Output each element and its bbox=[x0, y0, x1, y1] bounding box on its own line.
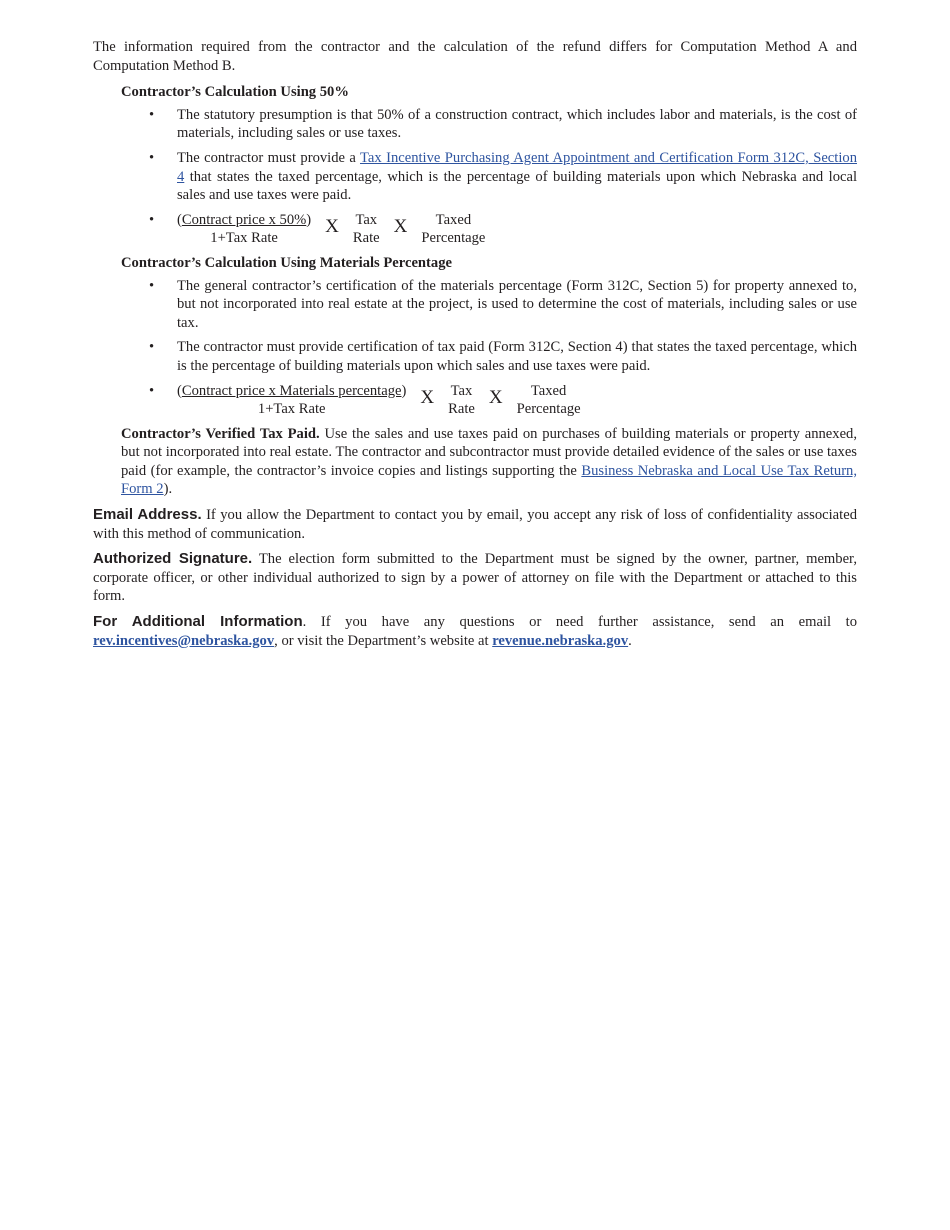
multiply-sign: X bbox=[393, 215, 408, 237]
multiply-sign: X bbox=[420, 386, 435, 408]
bullet-icon: • bbox=[149, 149, 155, 166]
bullet-icon: • bbox=[149, 277, 155, 294]
bullet-icon: • bbox=[149, 211, 155, 228]
formula-50 bbox=[149, 211, 857, 248]
formula-numerator: (Contract price x 50%) bbox=[177, 211, 312, 228]
formula-row bbox=[177, 382, 857, 419]
authorized-signature-paragraph: Authorized Signature. The election form submitted to the Department must be signed by the owner, partner, member, corporate officer, or other individual authorized to sign by a power of attorney on file with the Department or attached to this form. bbox=[93, 550, 857, 605]
heading-calculation-50: Contractor’s Calculation Using 50% bbox=[121, 84, 349, 101]
bullet-text: The contractor must provide certification of tax paid (Form 312C, Section 4) that states the taxed percentage, which is the percentage of building materials upon which sales and use taxes were paid. bbox=[177, 339, 857, 374]
formula-denominator: 1+Tax Rate bbox=[210, 230, 278, 247]
intro-paragraph: The information required from the contractor and the calculation of the refund differs for Computation Method A and Computation Method B. bbox=[93, 39, 857, 74]
email-address-label: Email Address. bbox=[93, 506, 202, 524]
formula-taxed-percentage: Taxed Percentage bbox=[421, 211, 486, 247]
bullet-text-post: that states the taxed percentage, which is the percentage of building materials upon which Nebraska and local sales and use taxes were paid. bbox=[177, 168, 857, 204]
formula-numerator: (Contract price x Materials percentage) bbox=[177, 382, 407, 399]
website-link[interactable]: revenue.nebraska.gov bbox=[492, 632, 629, 649]
list-item bbox=[149, 149, 857, 205]
form-312c-link[interactable]: Tax Incentive Purchasing Agent Appointment and Certification Form 312C, Section 4 bbox=[177, 149, 857, 185]
formula-denominator: 1+Tax Rate bbox=[257, 401, 326, 418]
verified-tax-label: Contractor’s Verified Tax Paid. bbox=[121, 425, 320, 442]
form-2-link[interactable]: Business Nebraska and Local Use Tax Return, Form 2 bbox=[121, 462, 857, 498]
email-link[interactable]: rev.incentives@nebraska.gov bbox=[93, 632, 275, 649]
list-item bbox=[149, 277, 857, 333]
multiply-sign: X bbox=[488, 386, 503, 408]
list-item bbox=[149, 106, 857, 143]
bullet-icon: • bbox=[149, 106, 155, 123]
multiply-sign: X bbox=[325, 215, 339, 237]
verified-tax-paragraph: Contractor’s Verified Tax Paid. Use the sales and use taxes paid on purchases of building materials or property annexed, but not incorporated into real estate. The contractor and subcontractor must provide detailed evidence of the sales or use taxes paid (for example, the contractor’s invoice copies and listings supporting the Business Nebraska and Local Use Tax Return, Form 2). bbox=[121, 425, 857, 498]
formula-tax-rate: Tax Rate bbox=[352, 211, 380, 247]
list-calculation-50 bbox=[93, 106, 857, 248]
formula-taxed-percentage: Taxed Percentage bbox=[516, 382, 581, 418]
additional-information-label: For Additional Information bbox=[93, 613, 303, 631]
formula-fraction bbox=[177, 382, 406, 419]
bullet-text: The statutory presumption is that 50% of a construction contract, which includes labor and materials, is the cost of materials, including sales or use taxes. bbox=[177, 106, 857, 142]
document-page bbox=[93, 38, 857, 650]
bullet-icon: • bbox=[149, 339, 155, 356]
formula-materials bbox=[149, 382, 857, 419]
email-address-paragraph: Email Address. If you allow the Department to contact you by email, you accept any risk of loss of confidentiality associated with this method of communication. bbox=[93, 506, 857, 542]
list-calculation-materials bbox=[93, 277, 857, 419]
heading-calculation-materials: Contractor’s Calculation Using Materials Percentage bbox=[121, 254, 452, 271]
additional-information-paragraph: For Additional Information. If you have any questions or need further assistance, send an email to rev.incentives@nebraska.gov, or visit the Department’s website at revenue.nebraska.gov. bbox=[93, 613, 857, 649]
list-item bbox=[149, 338, 857, 375]
bullet-text: The general contractor’s certification of the materials percentage (Form 312C, Section 5) for property annexed to, but not incorporated into real estate at the project, is used to determine the cost of materials, including sales or use tax. bbox=[177, 277, 857, 331]
bullet-icon: • bbox=[149, 382, 155, 399]
formula-tax-rate: Tax Rate bbox=[448, 382, 475, 418]
authorized-signature-label: Authorized Signature. bbox=[93, 550, 253, 568]
formula-fraction bbox=[177, 211, 311, 248]
bullet-text-pre: The contractor must provide a bbox=[177, 149, 361, 166]
formula-row bbox=[177, 211, 857, 248]
